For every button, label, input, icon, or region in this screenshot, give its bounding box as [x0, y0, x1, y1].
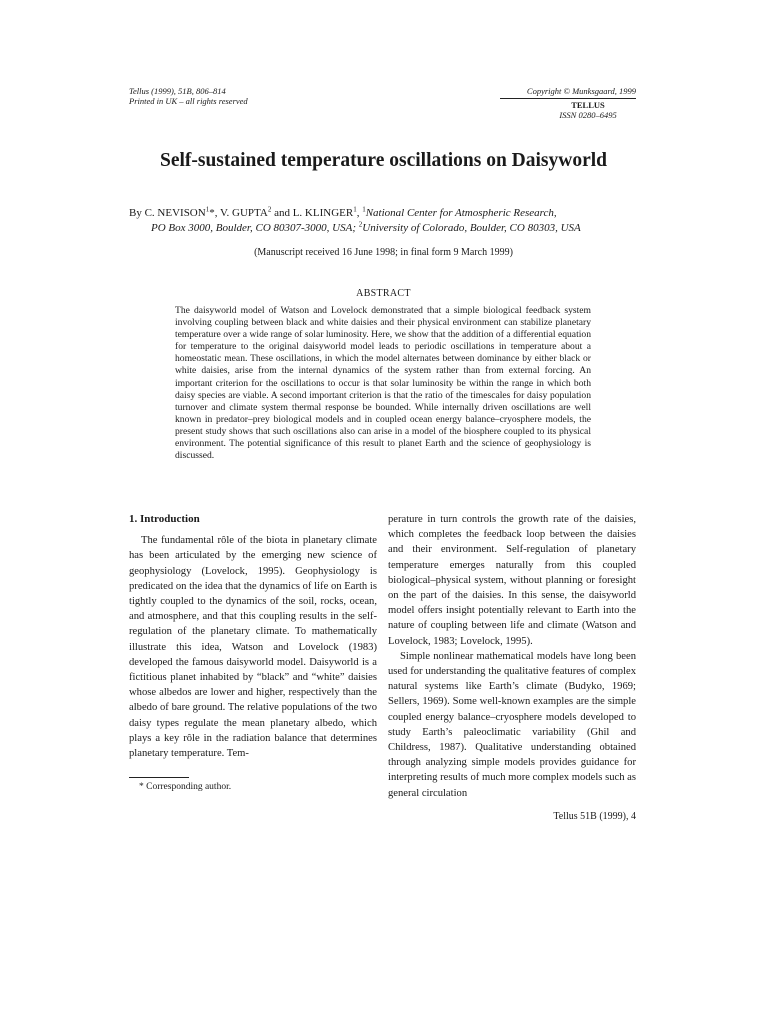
running-header-left [129, 86, 248, 106]
citation: Tellus (1999), 51B, 806–814 [129, 86, 226, 96]
author-line-2 [129, 221, 638, 236]
author-gupta: *, V. GUPTA [209, 207, 268, 219]
author-sup: 1 [205, 205, 210, 214]
abstract-heading: ABSTRACT [356, 288, 411, 299]
abstract-text: The daisyworld model of Watson and Lovelock demonstrated that a simple biological feedback system involving coupling between black and white daisies and their physical environment can stabilize planetary temperature over a wide range of solar luminosity. Here, we show that the addition of a differential equation for temperature to the original daisyworld model leads to periodic oscillations in temperature about a homeostatic mean. These oscillations, in which the model alternates between dominance by either black or white daisies, arise from the internal dynamics of the system rather than from external forcing. An important criterion for the oscillations to occur is that solar luminosity be within the range in which both daisy species are viable. A second important criterion is that the ratio of the timescales for daisy population turnover and climate system thermal response be bounded. While internally driven oscillations are well known in predator–prey biological models and in coupled ocean energy balance–cryosphere models, the present study shows that such oscillations also can arise in a model of the biosphere coupled to its physical environment. The potential significance of this result to planet Earth and the science of geophysiology is discussed. [175, 305, 591, 462]
affiliation-1-address: PO Box 3000, Boulder, CO 80307-3000, USA; [151, 222, 359, 234]
author-klinger: and L. KLINGER [271, 207, 354, 219]
author-line-1 [129, 206, 638, 221]
page-footer: Tellus 51B (1999), 4 [553, 811, 636, 822]
footnote: * Corresponding author. [139, 782, 232, 792]
author-block [129, 206, 638, 236]
copyright: Copyright © Munksgaard, 1999 [526, 86, 636, 96]
column-left [129, 512, 377, 761]
intro-paragraph-2: Simple nonlinear mathematical models have long been used for understanding the qualitative features of complex natural systems like Earth’s climate (Budyko, 1969; Sellers, 1969). Some well-known examples are the simple coupled energy balance–cryosphere models developed to study Earth’s paleoclimatic variability (Ghil and Childress, 1987). Qualitative understanding obtained through analyzing simple models provides guidance for interpreting results of much more complex models such as general circulation [388, 650, 636, 799]
section-heading: 1. Introduction [129, 513, 200, 525]
footnote-rule [129, 777, 189, 778]
author-sup: 2 [267, 205, 272, 214]
affil-sup: 2 [358, 220, 363, 229]
author-sup: 1 [353, 205, 357, 214]
intro-paragraph-1: The fundamental rôle of the biota in planetary climate has been articulated by the emerging new science of geophysiology (Lovelock, 1995). Geophysiology is predicated on the idea that the dynamics of life on Earth is tightly coupled to the dynamics of the soil, rocks, ocean, and atmosphere, and that this coupling results in the self-regulation of the planetary climate. To mathematically illustrate this idea, Watson and Lovelock (1983) developed the famous daisyworld model. Daisyworld is a fictitious planet inhabited by “black” and “white” daisies whose albedos are lower and higher, respectively than the albedo of bare ground. The relative populations of the two daisy types regulate the mean planetary albedo, which plays a key rôle in the radiation balance that determines planetary temperature. Tem- [129, 535, 377, 760]
printed-notice: Printed in UK – all rights reserved [129, 96, 248, 106]
manuscript-dates: (Manuscript received 16 June 1998; in final form 9 March 1999) [254, 247, 513, 258]
issn: ISSN 0280–6495 [559, 110, 617, 120]
column-right [388, 512, 636, 801]
author-by: By C. NEVISON [129, 207, 206, 219]
journal-name: TELLUS [571, 100, 605, 110]
author-comma: , [356, 207, 363, 219]
header-rule [500, 98, 636, 99]
running-header-right [500, 86, 636, 120]
intro-paragraph-1-cont: perature in turn controls the growth rate of the daisies, which completes the feedback loop between the daisies and their environment. Self-regulation of planetary temperature emerges naturally from this coupled biological–physical system, without planning or foresight on the part of the daisies. In this sense, the daisyworld model offers insight potentially relevant to Earth into the nature of coupling between life and climate (Watson and Lovelock, 1983; Lovelock, 1995). [388, 514, 636, 647]
affiliation-2: University of Colorado, Boulder, CO 80303, USA [362, 222, 581, 234]
affil-sup: 1 [362, 205, 366, 214]
paper-title: Self-sustained temperature oscillations on Daisyworld [159, 150, 608, 171]
affiliation-1: National Center for Atmospheric Research, [365, 207, 557, 219]
